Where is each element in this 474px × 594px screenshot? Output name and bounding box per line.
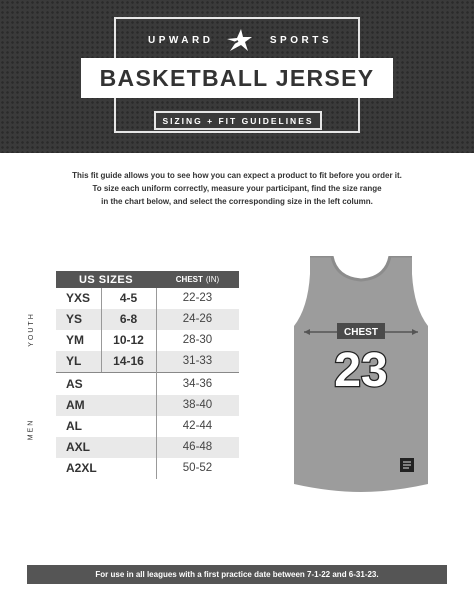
table-row [56,309,239,330]
age-cell: 10-12 [113,333,144,347]
table-row [56,330,239,351]
header-banner [0,0,474,153]
page-title: BASKETBALL JERSEY [99,64,375,91]
size-cell: AS [66,377,83,391]
chest-cell: 38-40 [182,399,213,411]
page-subtitle: SIZING + FIT GUIDELINES [162,115,314,126]
chest-cell: 28-30 [182,334,213,346]
table-row [56,458,239,479]
intro-text [40,169,434,208]
table-row [56,374,239,395]
chest-cell: 31-33 [182,355,213,367]
chest-header [156,271,239,288]
us-sizes-header [56,271,156,288]
table-row [56,351,239,372]
age-cell: 14-16 [113,354,144,368]
youth-group-label: YOUTH [27,312,35,347]
title-box [81,58,393,98]
us-sizes-header-label: US SIZES [78,273,134,286]
chest-cell: 46-48 [182,441,213,453]
table-row [56,416,239,437]
size-cell: AL [66,419,82,433]
men-group-label: MEN [27,418,35,441]
footer-text: For use in all leagues with a first practice date between 7-1-22 and 6-31-23. [95,570,379,579]
intro-line: This fit guide allows you to see how you can expect a product to fit before you order it. [72,171,402,180]
size-cell: YS [66,312,83,326]
brand-logo [114,35,360,49]
jersey-illustration [292,256,430,492]
chest-cell: 24-26 [182,313,213,325]
brand-left-text: UPWARD [148,35,214,46]
size-table [56,271,239,486]
column-divider [156,288,157,479]
chest-header-unit: (IN) [205,275,220,284]
size-cell: A2XL [66,461,97,475]
chest-label: CHEST [344,327,378,338]
chest-cell: 22-23 [182,292,213,304]
chest-cell: 34-36 [182,378,213,390]
size-cell: AM [66,398,85,412]
size-cell: AXL [66,440,90,454]
footer-note [27,565,447,584]
section-divider [56,372,239,373]
table-row [56,288,239,309]
table-row [56,437,239,458]
size-cell: YM [66,333,84,347]
chest-header-label: CHEST [175,275,203,284]
table-row [56,395,239,416]
age-cell: 6-8 [119,312,138,326]
size-cell: YL [66,354,82,368]
chest-cell: 42-44 [182,420,213,432]
jersey-number: 23 [334,344,388,397]
chest-cell: 50-52 [182,462,213,474]
intro-line: To size each uniform correctly, measure your participant, find the size range [92,184,382,193]
brand-right-text: SPORTS [269,35,332,46]
intro-line: in the chart below, and select the corresponding size in the left column. [101,197,373,206]
column-divider [101,288,102,372]
star-logo-icon [224,27,254,53]
subtitle-box [154,111,322,130]
age-cell: 4-5 [119,291,138,305]
size-cell: YXS [66,291,91,305]
